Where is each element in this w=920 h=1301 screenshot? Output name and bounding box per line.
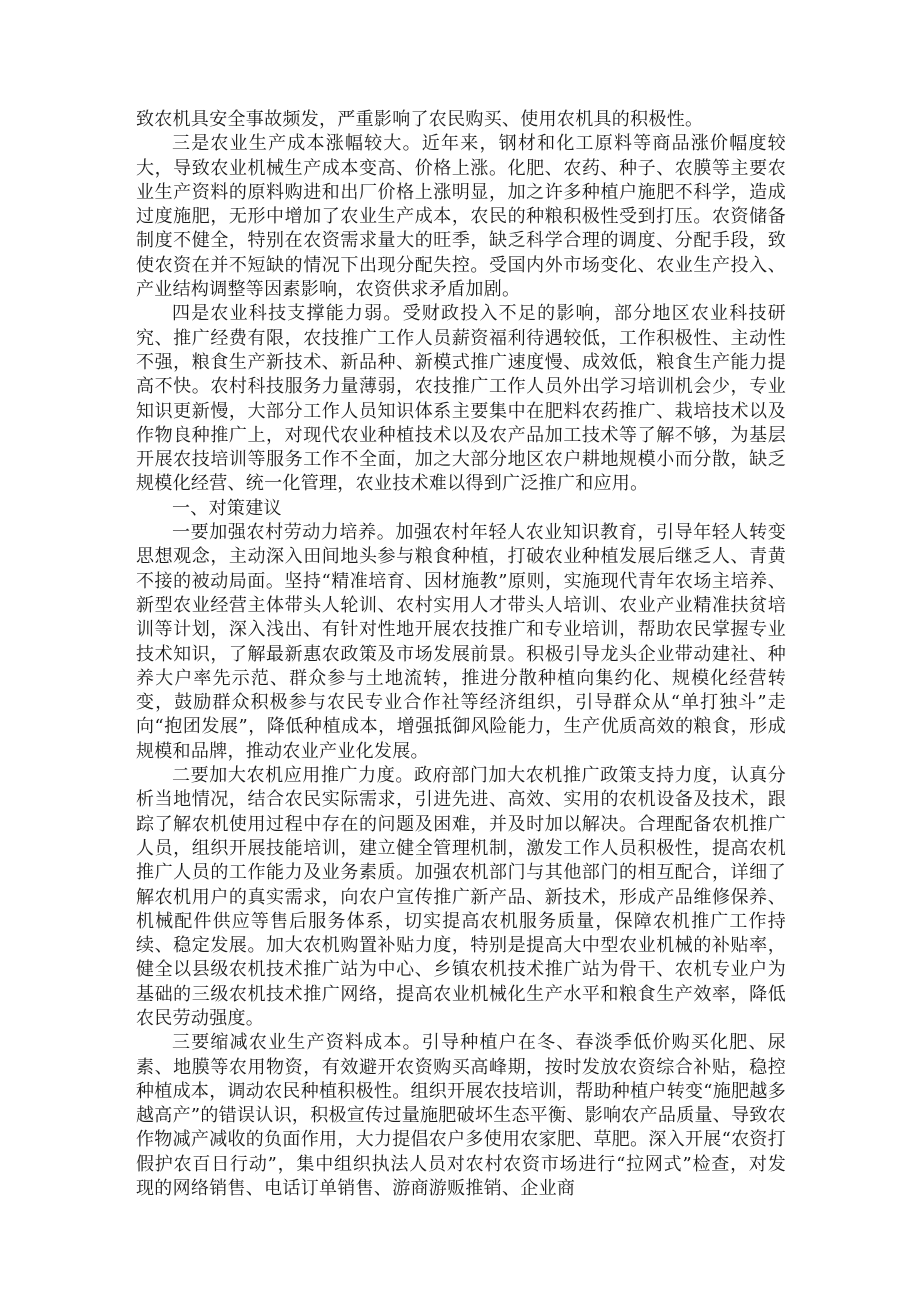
paragraph-continuation: 致农机具安全事故频发，严重影响了农民购买、使用农机具的积极性。: [136, 109, 704, 130]
paragraph-input-cost: 三要缩减农业生产资料成本。引导种植户在冬、春淡季低价购买化肥、尿素、地膜等农用物资，有效避开农资购买高峰期，按时发放农资综合补贴，稳控种植成本，调动农民种植积极性。组织开展农技培训，帮助种植户转变“施肥越多越高产”的错误认识，积极宣传过量施肥破坏生态平衡、影响农产品质量、导致农作物减产减收的负面作用，大力提倡农户多使用农家肥、草肥。深入开展“农资打假护农百日行动”，集中组织执法人员对农村农资市场进行“拉网式”检查，对发现的网络销售、电话订单销售、游商游贩推销、企业商: [136, 1032, 786, 1200]
paragraph-tech-support: 四是农业科技支撑能力弱。受财政投入不足的影响，部分地区农业科技研究、推广经费有限，农技推广工作人员薪资福利待遇较低，工作积极性、主动性不强，粮食生产新技术、新品种、新模式推广速度慢、成效低，粮食生产能力提高不快。农村科技服务力量薄弱，农技推广工作人员外出学习培训机会少，专业知识更新慢，大部分工作人员知识体系主要集中在肥料农药推广、栽培技术以及作物良种推广上，对现代农业种植技术以及农产品加工技术等了解不够，为基层开展农技培训等服务工作不全面，加之大部分地区农户耕地规模小而分散，缺乏规模化经营、统一化管理，农业技术难以得到广泛推广和应用。: [136, 303, 786, 495]
paragraph-machinery-promotion: 二要加大农机应用推广力度。政府部门加大农机推广政策支持力度，认真分析当地情况，结合农民实际需求，引进先进、高效、实用的农机设备及技术，跟踪了解农机使用过程中存在的问题及困难，并及时加以解决。合理配备农机推广人员，组织开展技能培训，建立健全管理机制，激发工作人员积极性，提高农机推广人员的工作能力及业务素质。加强农机部门与其他部门的相互配合，详细了解农机用户的真实需求，向农户宣传推广新产品、新技术，形成产品维修保养、机械配件供应等售后服务体系，切实提高农机服务质量，保障农机推广工作持续、稳定发展。加大农机购置补贴力度，特别是提高大中型农业机械的补贴率，健全以县级农机技术推广站为中心、乡镇农机技术推广站为骨干、农机专业户为基础的三级农机技术推广网络，提高农业机械化生产水平和粮食生产效率，降低农民劳动强度。: [136, 765, 786, 1029]
paragraph-labor-training: 一要加强农村劳动力培养。加强农村年轻人农业知识教育，引导年轻人转变思想观念，主动深入田间地头参与粮食种植，打破农业种植发展后继乏人、青黄不接的被动局面。坚持“精准培育、因材施教”原则，实施现代青年农场主培养、新型农业经营主体带头人轮训、农村实用人才带头人培训、农业产业精准扶贫培训等计划，深入浅出、有针对性地开展农技推广和专业培训，帮助农民掌握专业技术知识，了解最新惠农政策及市场发展前景。积极引导龙头企业带动建社、种养大户率先示范、群众参与土地流转，推进分散种植向集约化、规模化经营转变，鼓励群众积极参与农民专业合作社等经济组织，引导群众从“单打独斗”走向“抱团发展”，降低种植成本，增强抵御风险能力，生产优质高效的粮食，形成规模和品牌，推动农业产业化发展。: [136, 522, 786, 762]
paragraph-production-cost: 三是农业生产成本涨幅较大。近年来，钢材和化工原料等商品涨价幅度较大，导致农业机械生产成本变高、价格上涨。化肥、农药、种子、农膜等主要农业生产资料的原料购进和出厂价格上涨明显，加之许多种植户施肥不科学，造成过度施肥，无形中增加了农业生产成本，农民的种粮积极性受到打压。农资储备制度不健全，特别在农资需求量大的旺季，缺乏科学合理的调度、分配手段，致使农资在并不短缺的情况下出现分配失控。受国内外市场变化、农业生产投入、产业结构调整等因素影响，农资供求矛盾加剧。: [136, 133, 786, 301]
section-heading-countermeasures: 一、对策建议: [172, 497, 282, 519]
document-body: [136, 108, 786, 1201]
